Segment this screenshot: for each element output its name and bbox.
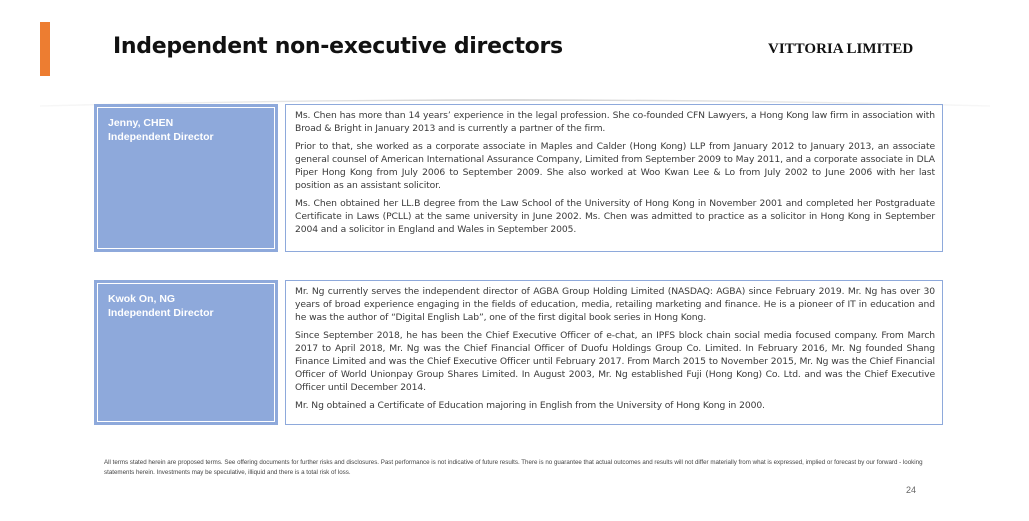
- director-bio: [285, 104, 943, 252]
- bio-paragraph: Prior to that, she worked as a corporate associate in Maples and Calder (Hong Kong) LLP from January 2012 to January 2013, an associate general counsel of American International Assurance Company, Limited from September 2009 to May 2011, and a corporate associate in DLA Piper Hong Kong from July 2006 to September 2009. She also worked at Woo Kwan Lee & Lo from July 2002 to June 2006 with her last position as an assistant solicitor.: [295, 141, 935, 191]
- company-logo-text: VITTORIA LIMITED: [768, 41, 914, 57]
- title-accent-bar: [40, 22, 50, 76]
- bio-paragraph: Since September 2018, he has been the Chief Executive Officer of e-chat, an IPFS block chain social media focused company. From March 2017 to April 2018, Mr. Ng was the Chief Financial Officer of Duofu Holdings Group Co. Limited. In February 2016, Mr. Ng founded Shang Finance Limited and was the Chief Executive Officer until February 2017. From March 2015 to November 2015, Mr. Ng was the Chief Financial Officer of World Unionpay Group Shares Limited. In August 2003, Mr. Ng established Fuji (Hong Kong) Co. Ltd. and was the Chief Executive Officer until December 2014.: [295, 330, 935, 393]
- page-title: Independent non-executive directors: [113, 34, 563, 59]
- director-profile-chen: [94, 104, 943, 252]
- director-name: Jenny, CHEN: [108, 117, 174, 129]
- disclaimer-text: All terms stated herein are proposed terms. See offering documents for further risks and disclosures. Past performance is not indicative of future results. There is no guarantee that actual outcomes and results will not differ materially from what is expressed, implied or forecast by our forward - looking statements herein. Investments may be speculative, illiquid and there is a total risk of loss.: [104, 459, 923, 476]
- director-bio: [285, 280, 943, 425]
- bio-paragraph: Ms. Chen obtained her LL.B degree from the Law School of the University of Hong Kong in November 2001 and completed her Postgraduate Certificate in Laws (PCLL) at the same university in June 2002. Ms. Chen was admitted to practice as a solicitor in Hong Kong in September 2004 and a solicitor in England and Wales in September 2005.: [295, 198, 935, 235]
- bio-paragraph: Ms. Chen has more than 14 years’ experience in the legal profession. She co-founded CFN Lawyers, a Hong Kong law firm in association with Broad & Bright in January 2013 and is currently a partner of the firm.: [295, 110, 935, 134]
- director-name-box: [94, 280, 278, 425]
- bio-paragraph: Mr. Ng obtained a Certificate of Education majoring in English from the University of Hong Kong in 2000.: [295, 400, 765, 411]
- director-role: Independent Director: [108, 307, 214, 319]
- director-name: Kwok On, NG: [108, 293, 176, 305]
- director-profile-ng: [94, 280, 943, 425]
- bio-paragraph: Mr. Ng currently serves the independent director of AGBA Group Holding Limited (NASDAQ: AGBA) since February 2019. Mr. Ng has over 30 years of broad experience engaging in the fields of education, media, retailing marketing and finance. He is a pioneer of IT in education and he was the author of “Digital English Lab”, one of the first digital book series in Hong Kong.: [295, 286, 935, 323]
- director-name-box: [94, 104, 278, 252]
- director-role: Independent Director: [108, 131, 214, 143]
- page-number: 24: [906, 485, 917, 495]
